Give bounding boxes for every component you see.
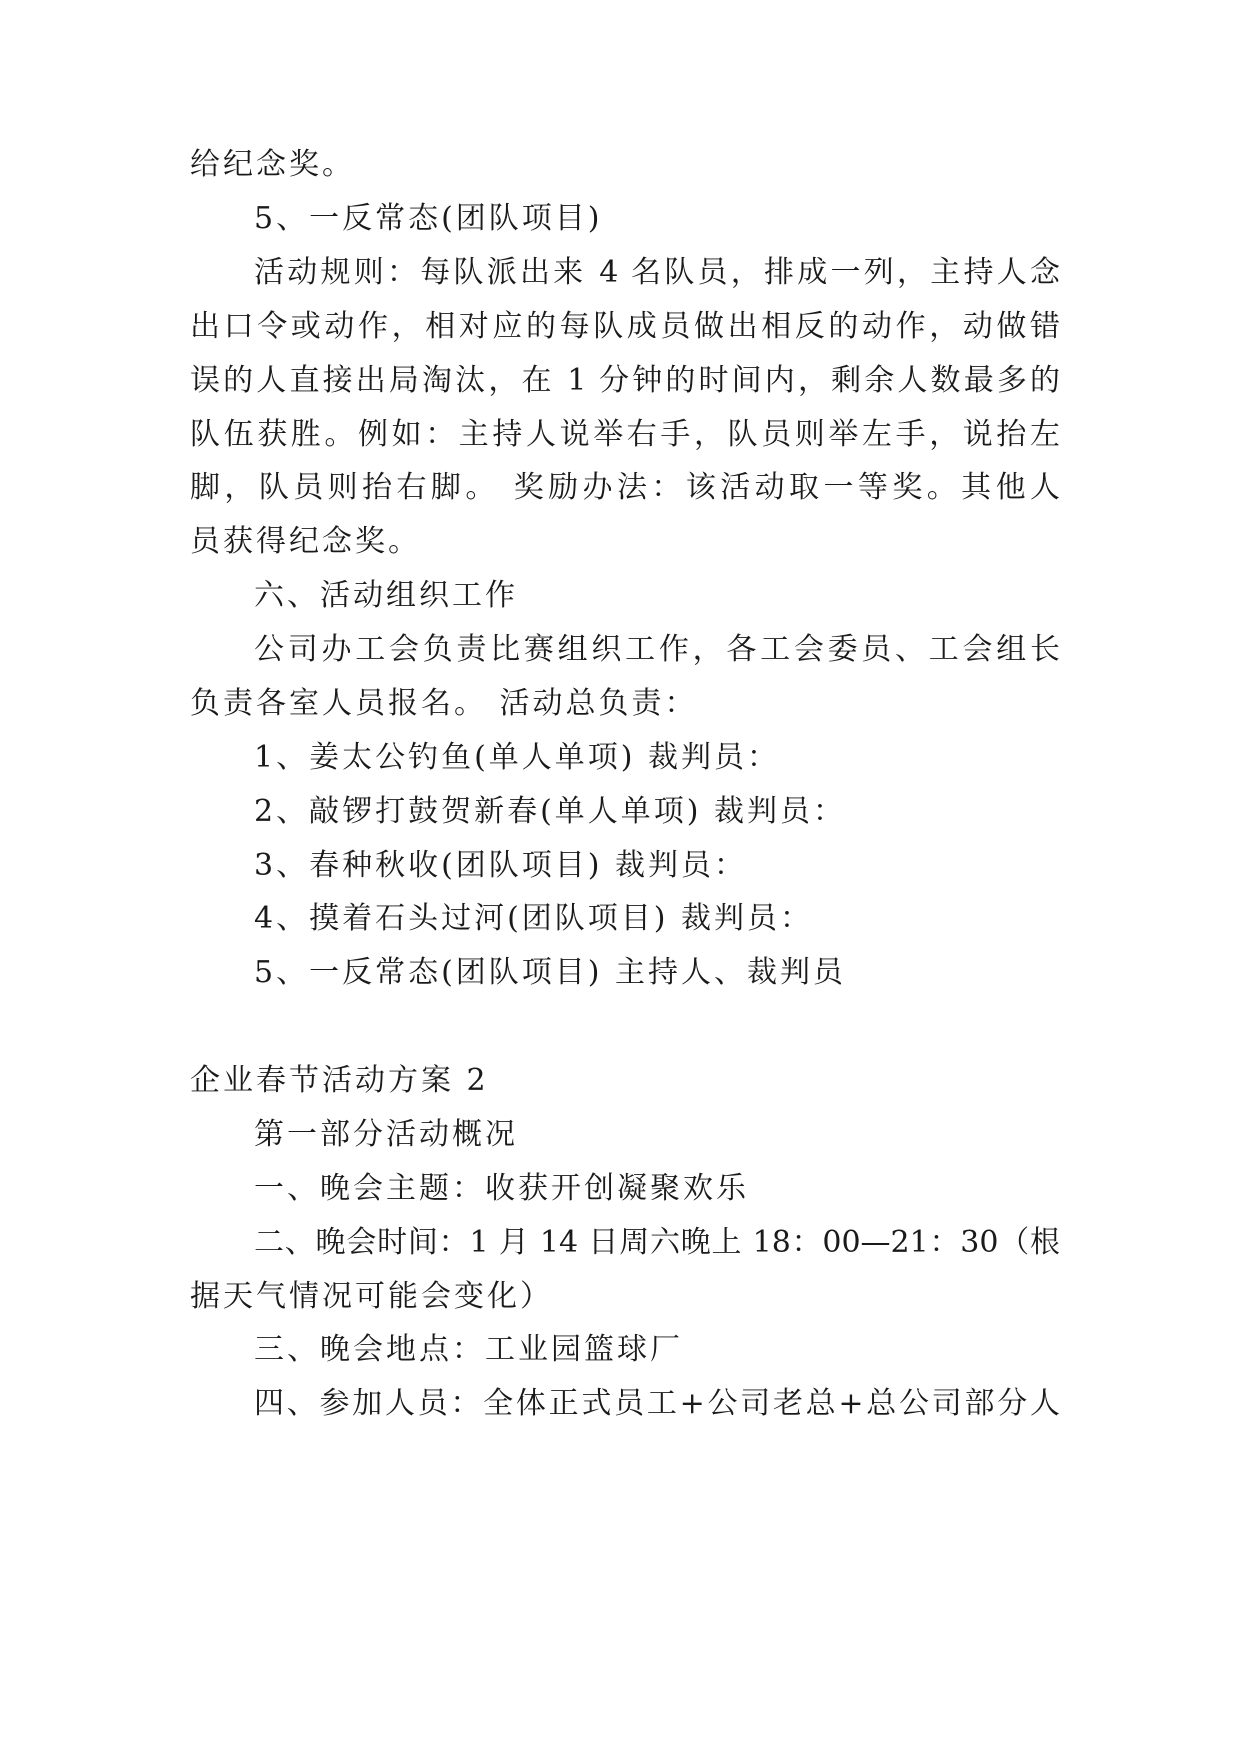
rules-line-5: 脚，队员则抬右脚。 奖励办法：该活动取一等奖。其他人	[190, 470, 1060, 505]
rules-line-4: 队伍获胜。例如：主持人说举右手，队员则举左手，说抬左	[190, 417, 1060, 452]
event-participants: 四、参加人员：全体正式员工+公司老总+总公司部分人	[254, 1386, 1060, 1421]
referee-item-4: 4、摸着石头过河(团队项目) 裁判员：	[254, 901, 814, 936]
referee-item-2: 2、敲锣打鼓贺新春(单人单项) 裁判员：	[254, 794, 847, 829]
paragraph-end: 给纪念奖。	[190, 147, 355, 182]
org-text-line-1: 公司办工会负责比赛组织工作，各工会委员、工会组长	[254, 632, 1060, 667]
org-text-line-2: 负责各室人员报名。 活动总负责：	[190, 686, 698, 721]
item-5-title: 5、一反常态(团队项目)	[254, 201, 603, 236]
event-venue: 三、晚会地点：工业园篮球厂	[254, 1332, 683, 1367]
referee-item-1: 1、姜太公钓鱼(单人单项) 裁判员：	[254, 740, 781, 775]
event-theme: 一、晚会主题：收获开创凝聚欢乐	[254, 1171, 749, 1206]
section-heading: 企业春节活动方案 2	[190, 1063, 489, 1098]
rules-line-3: 误的人直接出局淘汰，在 1 分钟的时间内，剩余人数最多的	[190, 363, 1060, 398]
rules-line-1: 活动规则：每队派出来 4 名队员，排成一列，主持人念	[254, 255, 1060, 290]
event-time-line-1: 二、晚会时间：1 月 14 日周六晚上 18：00—21：30（根	[254, 1225, 1060, 1260]
referee-item-3: 3、春种秋收(团队项目) 裁判员：	[254, 848, 748, 883]
part-title: 第一部分活动概况	[254, 1117, 518, 1152]
referee-item-5: 5、一反常态(团队项目) 主持人、裁判员	[254, 955, 847, 990]
org-title: 六、活动组织工作	[254, 578, 518, 613]
rules-line-2: 出口令或动作，相对应的每队成员做出相反的动作，动做错	[190, 309, 1060, 344]
rules-line-6: 员获得纪念奖。	[190, 524, 421, 559]
event-time-line-2: 据天气情况可能会变化）	[190, 1279, 553, 1314]
